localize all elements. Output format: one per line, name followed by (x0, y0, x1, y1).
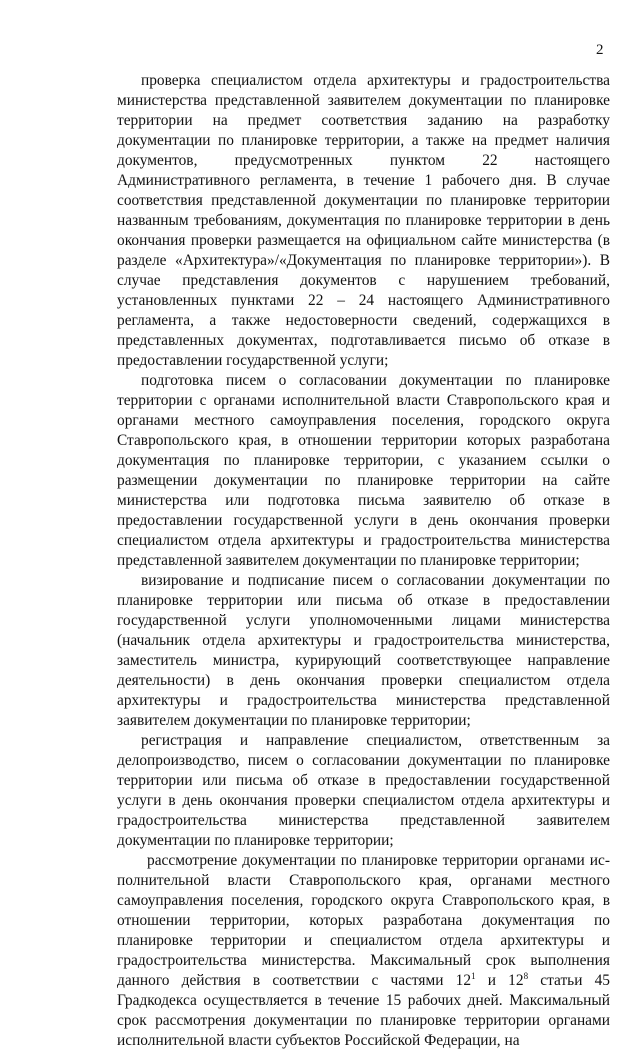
paragraph-registration-letters: регистрация и направление специалистом, ответственным за делопроизводство, писем о согласовании документации по планировке территории или письма об отказе в предоставлении государственной услуги в день окончания проверки специалистом отдела архитектуры и градостроительства министерства представленной заявителем документации по планировке территории; (117, 732, 610, 849)
paragraph-signing-letters: визирование и подписание писем о согласовании документации по планировке территории или письма об отказе в предоставлении государственной услуги уполномоченными лицами министерства (начальник отдела архитектуры и градостроительства министерства, заместитель министра, курирующий соответствующее направление деятельности) в день окончания проверки специалистом отдела архитектуры и градостроительства министерства представленной заявителем документации по планировке территории; (117, 572, 610, 729)
page-number: 2 (596, 42, 604, 58)
paragraph-review-by-specialist: проверка специалистом отдела архитектуры и градостроительства министерства представленной заявителем документации по планировке территории на предмет соответствия заданию на разработку документации по планировке территории, а также на предмет наличия документов, предусмотренных пунктом 22 настоящего Административного регламента, в течение 1 рабочего дня. В случае соответствия представленной документации по планировке территории названным требованиям, документация по планировке территории в день окончания проверки размещается на официальном сайте министерства (в разделе «Архитектура»/«Документация по планировке территории»). В случае представления документов с нарушением требований, установленных пунктами 22 – 24 настоящего Административного регламента, а также недостоверности сведений, содержащихся в представленных документах, подготавливается письмо об отказе в предоставлении государственной услуги; (117, 72, 610, 369)
superscript-1: 1 (471, 971, 476, 981)
paragraph-text-part: статьи 45 Градкодекса осуществляется в течение 15 рабочих дней. Максимальный срок рассмотрения документации по планировке территории органами исполнительной власти субъектов Российской Федерации, на (117, 972, 611, 1049)
paragraph-approval-letters: подготовка писем о согласовании документации по планировке территории с органами исполнительной власти Ставропольского края и органами местного самоуправления поселения, городского округа Ставропольского края, в отношении территории которых разработана документация по планировке территории, с указанием ссылки о размещении документации по планировке территории на сайте министерства или подготовка письма заявителю об отказе в предоставлении государственной услуги в день окончания проверки специалистом отдела архитектуры и градостроительства министерства представленной заявителем документации по планировке территории; (117, 372, 610, 569)
document-body (117, 71, 610, 1051)
paragraph-text-part: и 12 (475, 972, 524, 989)
superscript-8: 8 (523, 971, 529, 981)
paragraph-review-by-authorities (117, 851, 610, 1051)
paragraph-text-part: рассмотрение документации по планировке территории органами исполнительной власти Ставропольского края, органами местного самоуправления поселения, городского округа Ставропольского края, в отношении территории, которых разработана документация по планировке территории и специалистом отдела архитектуры и градостроительства министерства. Максимальный срок выполнения данного действия в соответствии с частями 12 (117, 852, 610, 989)
